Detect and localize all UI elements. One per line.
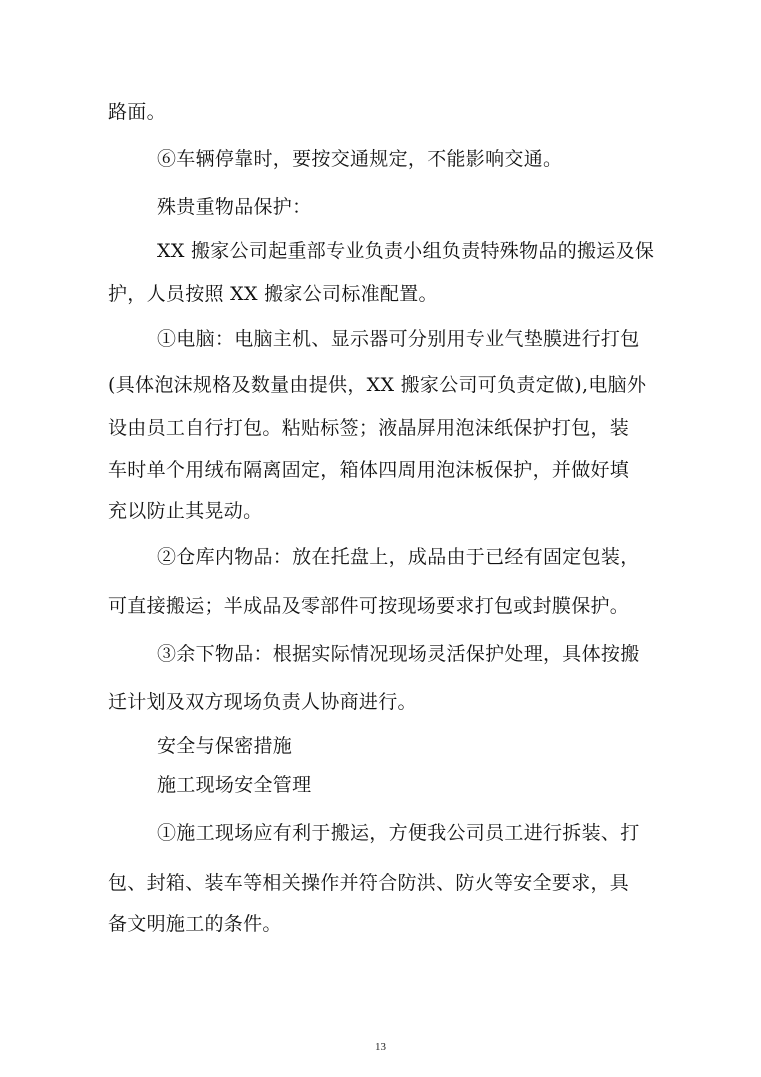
text-line: 充以防止其晃动。 (108, 500, 263, 522)
section-heading: 殊贵重物品保护： (157, 196, 312, 218)
text-line: 设由员工自行打包。粘贴标签；液晶屏用泡沫纸保护打包，装 (108, 417, 630, 439)
text-line: 迁计划及双方现场负责人协商进行。 (108, 691, 417, 713)
text-line: (具体泡沫规格及数量由提供，XX 搬家公司可负责定做),电脑外 (108, 374, 647, 396)
text-line: 车时单个用绒布隔离固定，箱体四周用泡沫板保护，并做好填 (108, 459, 630, 481)
text-line: ③余下物品：根据实际情况现场灵活保护处理，具体按搬 (157, 643, 640, 665)
page-number: 13 (375, 1041, 386, 1053)
text-line: 备文明施工的条件。 (108, 913, 282, 935)
text-line: XX 搬家公司起重部专业负责小组负责特殊物品的搬运及保 (157, 240, 655, 262)
text-line: 路面。 (108, 101, 166, 123)
text-line: 护，人员按照 XX 搬家公司标准配置。 (108, 283, 438, 305)
text-line: 可直接搬运；半成品及零部件可按现场要求打包或封膜保护。 (108, 595, 630, 617)
text-line: ②仓库内物品：放在托盘上，成品由于已经有固定包装， (157, 546, 640, 568)
section-heading: 施工现场安全管理 (157, 774, 312, 796)
text-line: ①施工现场应有利于搬运，方便我公司员工进行拆装、打 (157, 822, 640, 844)
text-line: ⑥车辆停靠时，要按交通规定，不能影响交通。 (157, 148, 563, 170)
section-heading: 安全与保密措施 (157, 735, 293, 757)
text-line: 包、封箱、装车等相关操作并符合防洪、防火等安全要求，具 (108, 872, 630, 894)
text-line: ①电脑：电脑主机、显示器可分别用专业气垫膜进行打包 (157, 328, 640, 350)
